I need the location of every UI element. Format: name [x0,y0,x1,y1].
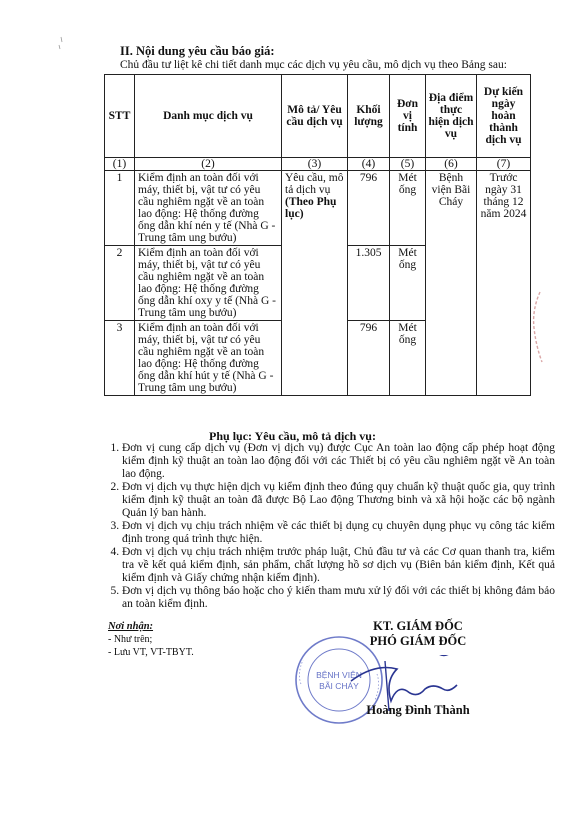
recipients-block [108,620,194,659]
row-stt: 1 [105,171,135,246]
column-number: (7) [477,158,531,171]
list-item: 4. Đơn vị dịch vụ chịu trách nhiệm trước pháp luật, Chủ đầu tư và các Cơ quan thanh tra, kiểm tra về kết quả kiểm định, sản phẩm, chất lượng hồ sơ dịch vụ (Biên bản kiểm định, Kết quả kiểm định và Giấy chứng nhận kiểm định). [122,546,555,585]
list-item: 5. Đơn vị dịch vụ thông báo hoặc cho ý kiến tham mưu xử lý đối với các thiết bị không đảm bảo an toàn kiểm định. [122,585,555,611]
list-item: 2. Đơn vị dịch vụ thực hiện dịch vụ kiểm định theo đúng quy chuẩn kỹ thuật quốc gia, quy trình kiểm định kỹ thuật an toàn đã được Bộ Lao động Thương binh và xã hội hoặc các bộ ngành Quản lý ban hành. [122,481,555,520]
header-deadline: Dự kiến ngày hoàn thành dịch vụ [477,75,531,158]
scan-mark [56,36,66,50]
signer-name: Hoàng Đình Thành [366,703,470,717]
shared-location: Bệnh viện Bãi Cháy [426,171,477,396]
row-service: Kiểm định an toàn đối với máy, thiết bị, vật tư có yêu cầu nghiêm ngặt về an toàn lao động: Hệ thống đường ống dẫn khí oxy y tế (Nhà G - Trung tâm ung bướu) [135,246,282,321]
header-quantity: Khối lượng [348,75,390,158]
row-unit: Mét ống [390,171,426,246]
header-service: Danh mục dịch vụ [135,75,282,158]
row-quantity: 1.305 [348,246,390,321]
recipients-label: Nơi nhận: [108,621,154,632]
row-quantity: 796 [348,321,390,396]
row-unit: Mét ống [390,321,426,396]
header-stt: STT [105,75,135,158]
column-number: (4) [348,158,390,171]
appendix-list [102,442,555,611]
appendix-title: Phụ lục: Yêu cầu, mô tả dịch vụ: [209,429,376,443]
header-unit: Đơn vị tính [390,75,426,158]
description-reference: (Theo Phụ lục) [285,196,337,220]
row-stt: 2 [105,246,135,321]
table-header-row [105,75,531,158]
stamp-text-top: BỆNH VIỆN [316,670,362,680]
section-intro: Chủ đầu tư liệt kê chi tiết danh mục các dịch vụ yêu cầu, mô dịch vụ theo Bảng sau: [120,59,507,71]
header-description: Mô tả/ Yêu cầu dịch vụ [282,75,348,158]
row-stt: 3 [105,321,135,396]
recipient-item: - Như trên; [108,634,153,645]
column-number: (3) [282,158,348,171]
signer-line-2: PHÓ GIÁM ĐỐC [369,634,467,648]
row-quantity: 796 [348,171,390,246]
service-table [104,74,531,396]
recipient-item: - Lưu VT, VT-TBYT. [108,647,194,658]
column-number-row [105,158,531,171]
column-number: (2) [135,158,282,171]
list-item: 3. Đơn vị dịch vụ chịu trách nhiệm về các thiết bị dụng cụ chuyên dụng phục vụ công tác kiểm định trong quá trình thực hiện. [122,520,555,546]
shared-deadline: Trước ngày 31 tháng 12 năm 2024 [477,171,531,396]
margin-stamp-fragment [528,290,546,365]
section-heading: II. Nội dung yêu cầu báo giá: [120,44,275,58]
column-number: (6) [426,158,477,171]
stamp-text-bottom: BÃI CHÁY [319,681,359,691]
list-item: 1. Đơn vị cung cấp dịch vụ (Đơn vị dịch vụ) được Cục An toàn lao động cấp phép hoạt động kiểm định kỹ thuật an toàn lao động đối với các Thiết bị có yêu cầu nghiêm ngặt về An toàn lao động. [122,442,555,481]
shared-description [282,171,348,396]
header-location: Địa điểm thực hiện dịch vụ [426,75,477,158]
column-number: (1) [105,158,135,171]
description-text: Yêu cầu, mô tả dịch vụ [285,172,344,196]
row-service: Kiểm định an toàn đối với máy, thiết bị, vật tư có yêu cầu nghiêm ngặt về an toàn lao động: Hệ thống đường ống dẫn khí hút y tế (Nhà G - Trung tâm ung bướu) [135,321,282,396]
table-row [105,171,531,246]
column-number: (5) [390,158,426,171]
row-unit: Mét ống [390,246,426,321]
row-service: Kiểm định an toàn đối với máy, thiết bị, vật tư có yêu cầu nghiêm ngặt về an toàn lao động: Hệ thống đường ống dẫn khí nén y tế (Nhà G - Trung tâm ung bướu) [135,171,282,246]
signer-line-1: KT. GIÁM ĐỐC [373,619,463,633]
